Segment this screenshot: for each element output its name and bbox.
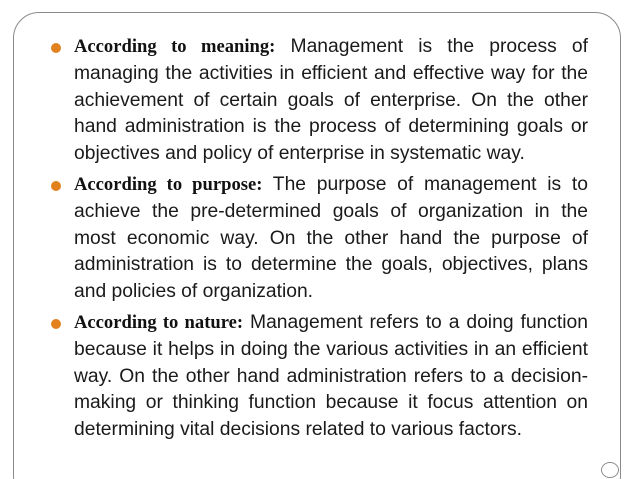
bullet-heading-purpose: According to purpose:: [74, 173, 263, 195]
bullet-list: [48, 34, 588, 448]
bullet-text-purpose: The purpose of management is to achieve the pre-determined goals of organization in the most economic way. On the other hand the purpose of administration is to determine the goals, objectives, plans and policies of organization.: [74, 173, 588, 303]
bullet-icon: [51, 181, 61, 191]
bullet-heading-meaning: According to meaning:: [74, 36, 276, 57]
bullet-text-nature: Management refers to a doing function because it helps in doing the various activities in an efficient way. On the other hand administration refers to a decision-making or thinking function because it focus attention on determining vital decisions related to various factors.: [74, 311, 588, 441]
bullet-text-meaning: Management is the process of managing the activities in efficient and effective way for the achievement of certain goals of enterprise. On the other hand administration is the process of determining goals or objectives and policy of enterprise in systematic way.: [74, 36, 588, 165]
bullet-point-purpose: [48, 172, 588, 306]
bullet-heading-nature: According to nature:: [74, 311, 244, 333]
frame-corner-circle: [601, 462, 619, 478]
bullet-icon: [51, 43, 61, 53]
bullet-point-nature: [48, 310, 588, 444]
bullet-icon: [51, 319, 61, 329]
bullet-point-meaning: [48, 34, 588, 168]
